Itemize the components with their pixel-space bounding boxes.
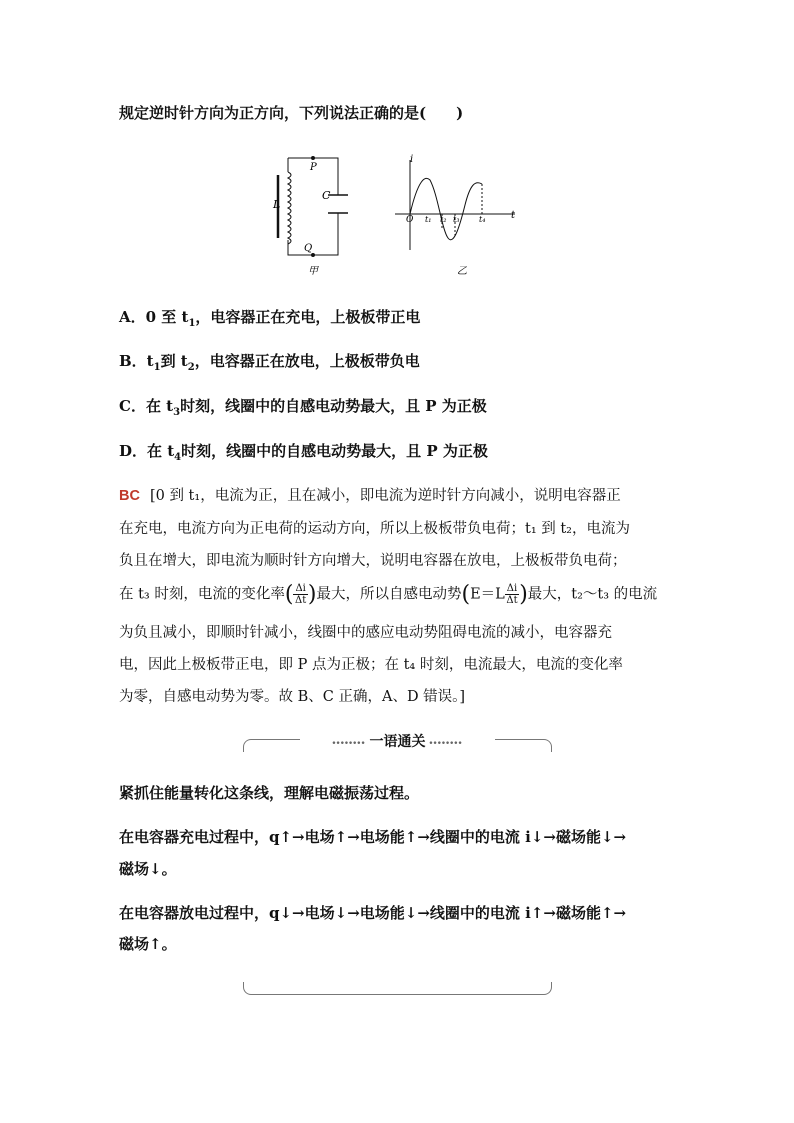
- point-q-label: Q: [304, 243, 313, 254]
- summary-line-4: 在电容器放电过程中，q↓→电场↓→电场能↓→线圈中的电流 i↑→磁场能↑→: [119, 904, 627, 922]
- summary-line-3: 磁场↓。: [119, 860, 177, 878]
- question-text: 规定逆时针方向为正方向，下列说法正确的是( ): [119, 104, 464, 122]
- circuit-caption: 甲: [308, 266, 318, 277]
- option-a: A．0 至 $t_1$，电容器正在充电，上极板带正电: [119, 308, 421, 329]
- explanation-line-2: 在充电，电流方向为正电荷的运动方向，所以上极板带负电荷；t₁ 到 t₂，电流为: [119, 521, 630, 537]
- point-p-label: P: [310, 162, 317, 173]
- capacitor-label: C: [322, 189, 331, 202]
- rate-fraction: $\frac{\Delta i}{\Delta t}$: [295, 583, 307, 606]
- figure: [260, 150, 540, 280]
- explanation-line-6: 电，因此上极板带正电，即 P 点为正极；在 t₄ 时刻，电流最大，电流的变化率: [119, 657, 623, 673]
- tick-t1: t₁: [425, 215, 432, 224]
- tick-t4: t₄: [479, 215, 486, 224]
- summary-line-2: 在电容器充电过程中，q↑→电场↑→电场能↑→线圈中的电流 i↓→磁场能↓→: [119, 828, 627, 846]
- explanation-line-4: 在 t₃ 时刻，电流的变化率( $\frac{\Delta i}{\Delta t}$ )最大，所以自感电动势(E＝L $\frac{\Delta i}{\Delta t}$ )最大，t₂～t₃ 的电流: [119, 582, 658, 607]
- emf-formula: E＝L: [470, 586, 505, 603]
- option-c: C．在 $t_3$时刻，线圈中的自感电动势最大，且 P 为正极: [119, 397, 487, 418]
- tick-t3: t₃: [453, 215, 460, 224]
- explanation-line-1: BC [0 到 t₁，电流为正，且在减小，即电流为逆时针方向减小，说明电容器正: [119, 488, 621, 504]
- explanation-line-7: 为零，自感电动势为零。故 B、C 正确，A、D 错误。]: [119, 689, 466, 705]
- summary-box-bottom-border: [243, 982, 552, 995]
- option-d: D．在 $t_4$时刻，线圈中的自感电动势最大，且 P 为正极: [119, 442, 488, 463]
- answer-label: BC: [119, 488, 140, 504]
- summary-line-5: 磁场↑。: [119, 935, 177, 953]
- inductor-label: L: [273, 198, 281, 211]
- graph-origin: O: [406, 215, 414, 225]
- summary-box-title: •••••••• 一语通关 ••••••••: [300, 731, 495, 751]
- summary-line-1: 紧抓住能量转化这条线，理解电磁振荡过程。: [119, 784, 420, 802]
- graph-y-label: i: [410, 154, 414, 165]
- graph-caption: 乙: [457, 266, 467, 277]
- explanation-line-5: 为负且减小，即顺时针减小，线圈中的感应电动势阻碍电流的减小，电容器充: [119, 625, 612, 641]
- explanation-line-3: 负且在增大，即电流为顺时针方向增大，说明电容器在放电，上极板带负电荷；: [119, 553, 627, 569]
- current-time-graph: [395, 160, 515, 250]
- option-b: B．$t_1$到 $t_2$，电容器正在放电，上极板带负电: [119, 352, 420, 373]
- tick-t2: t₂: [440, 215, 447, 224]
- graph-x-label: t: [511, 210, 516, 221]
